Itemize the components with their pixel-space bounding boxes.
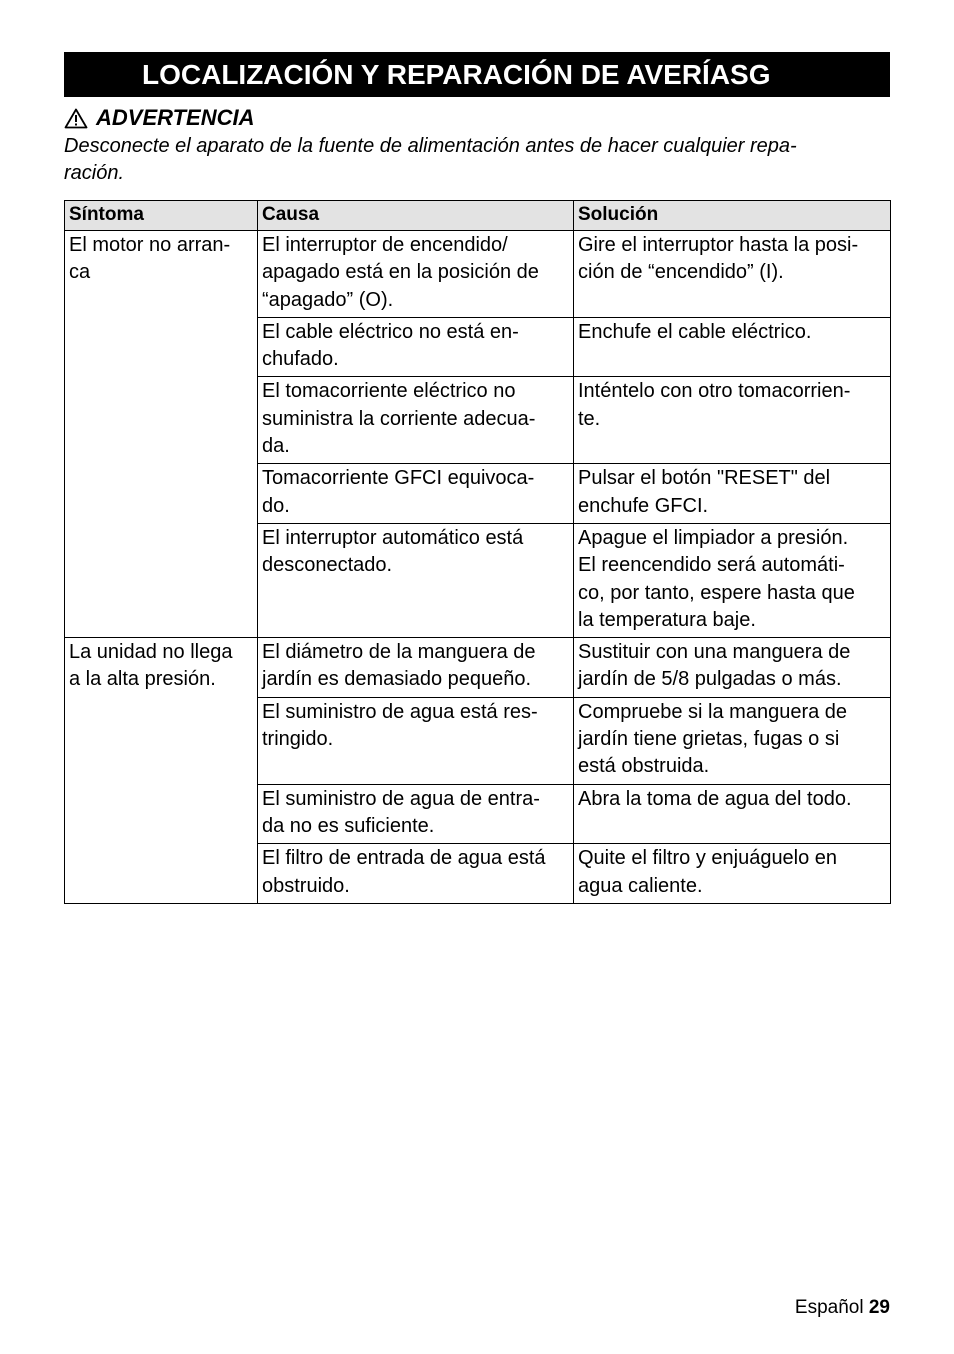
cause-cell: Tomacorriente GFCI equivoca- do.	[258, 464, 574, 524]
page-number: 29	[868, 1297, 890, 1318]
solution-cell: Apague el limpiador a presión. El reencendido será automáti- co, por tanto, espere hasta que la temperatura baje.	[574, 523, 891, 637]
header-cause: Causa	[258, 201, 574, 231]
section-title-bar	[64, 52, 890, 97]
warning-title: ADVERTENCIA	[96, 105, 255, 130]
solution-cell: Enchufe el cable eléctrico.	[574, 317, 891, 377]
page-footer	[795, 1295, 890, 1321]
solution-cell: Sustituir con una manguera de jardín de 5/8 pulgadas o más.	[574, 638, 891, 698]
cause-cell: El tomacorriente eléctrico no suministra la corriente adecua- da.	[258, 377, 574, 464]
warning-text-content: Desconecte el aparato de la fuente de alimentación antes de hacer cualquier repa- ración.	[64, 135, 797, 184]
cause-cell: El interruptor automático está desconectado.	[258, 523, 574, 637]
cause-cell: El suministro de agua está res- tringido.	[258, 697, 574, 784]
solution-cell: Compruebe si la manguera de jardín tiene grietas, fugas o si está obstruida.	[574, 697, 891, 784]
warning-heading	[64, 104, 255, 132]
solution-cell: Gire el interruptor hasta la posi- ción de “encendido” (I).	[574, 231, 891, 318]
cause-cell: El cable eléctrico no está en- chufado.	[258, 317, 574, 377]
table-row	[65, 231, 891, 318]
warning-text	[64, 133, 894, 187]
symptom-cell: El motor no arran- ca	[65, 231, 258, 638]
solution-cell: Quite el filtro y enjuáguelo en agua caliente.	[574, 844, 891, 904]
solution-cell: Inténtelo con otro tomacorrien- te.	[574, 377, 891, 464]
cause-cell: El diámetro de la manguera de jardín es demasiado pequeño.	[258, 638, 574, 698]
troubleshooting-table	[64, 200, 891, 904]
page-title: LOCALIZACIÓN Y REPARACIÓN DE AVERÍASG	[142, 59, 771, 90]
symptom-cell: La unidad no llega a la alta presión.	[65, 638, 258, 904]
cause-cell: El filtro de entrada de agua está obstruido.	[258, 844, 574, 904]
table-body	[65, 231, 891, 904]
header-solution: Solución	[574, 201, 891, 231]
cause-cell: El interruptor de encendido/ apagado está en la posición de “apagado” (O).	[258, 231, 574, 318]
footer-language: Español	[794, 1297, 864, 1318]
solution-cell: Abra la toma de agua del todo.	[574, 784, 891, 844]
cause-cell: El suministro de agua de entra- da no es suficiente.	[258, 784, 574, 844]
warning-triangle-icon	[64, 108, 88, 129]
solution-cell: Pulsar el botón "RESET" del enchufe GFCI.	[574, 464, 891, 524]
header-symptom: Síntoma	[65, 201, 258, 231]
table-row	[65, 638, 891, 698]
table-header-row	[65, 201, 891, 231]
